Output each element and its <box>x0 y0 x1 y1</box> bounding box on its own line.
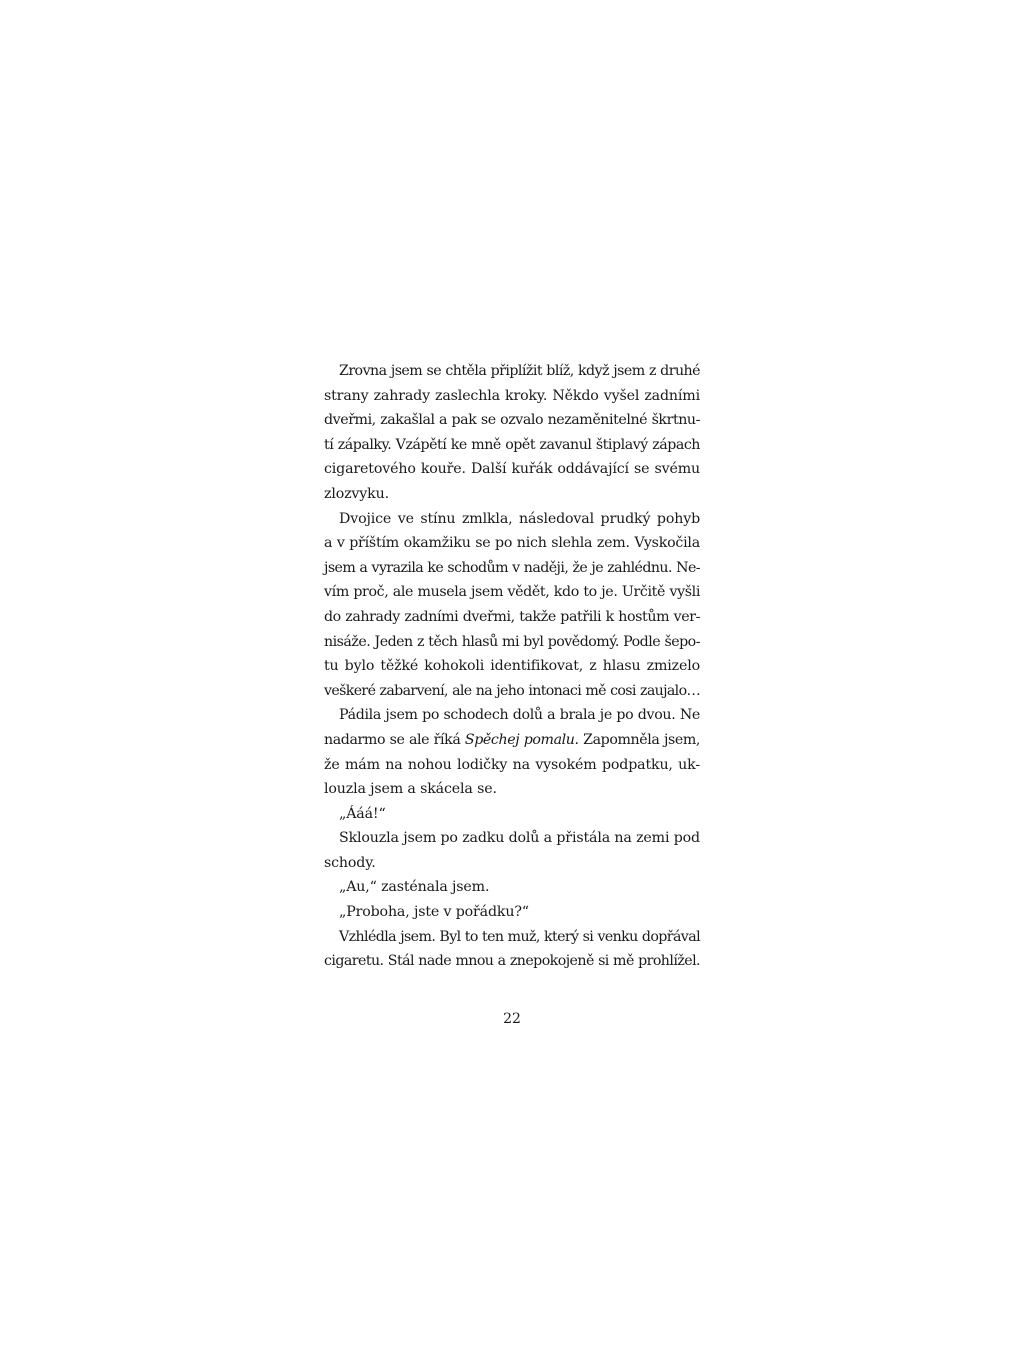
text-line: jsem a vyrazila ke schodům v naději, že je zahlédnu. Ne- <box>324 559 700 576</box>
text-line: dveřmi, zakašlal a pak se ozvalo nezaměnitelné škrtnu- <box>324 412 700 429</box>
text-line <box>324 728 700 753</box>
italic-phrase: Spěchej pomalu <box>464 731 575 748</box>
text-line: Sklouzla jsem po zadku dolů a přistála na zemi pod <box>339 830 700 847</box>
text-line: louzla jsem a skácela se. <box>324 781 497 798</box>
text-line: Pádila jsem po schodech dolů a brala je po dvou. Ne <box>339 707 700 724</box>
text-line: cigaretového kouře. Další kuřák oddávající se svému <box>324 461 700 478</box>
text-line: „Proboha, jste v pořádku?“ <box>339 904 529 921</box>
text-fragment: . Zapomněla jsem, <box>574 731 701 748</box>
body-text <box>324 359 700 974</box>
text-line: strany zahrady zaslechla kroky. Někdo vyšel zadními <box>324 387 700 404</box>
text-line: Zrovna jsem se chtěla připlížit blíž, když jsem z druhé <box>339 363 700 379</box>
text-line: schody. <box>324 854 376 871</box>
text-line: a v příštím okamžiku se po nich slehla zem. Vyskočila <box>324 535 700 552</box>
text-line: do zahrady zadními dveřmi, takže patřili k hostům ver- <box>324 608 700 625</box>
text-line: že mám na nohou lodičky na vysokém podpatku, uk- <box>324 756 700 773</box>
text-line: Vzhlédla jsem. Byl to ten muž, který si venku dopřával <box>339 928 700 945</box>
text-line: „Ááá!“ <box>339 805 386 822</box>
text-line: Dvojice ve stínu zmlkla, následoval prudký pohyb <box>339 510 700 527</box>
text-fragment: nadarmo se ale říká <box>324 731 465 748</box>
text-line: „Au,“ zasténala jsem. <box>339 879 490 896</box>
text-line: vím proč, ale musela jsem vědět, kdo to je. Určitě vyšli <box>324 584 700 601</box>
text-line: tí zápalky. Vzápětí ke mně opět zavanul štiplavý zápach <box>324 436 700 453</box>
text-line: tu bylo těžké kohokoli identifikovat, z hlasu zmizelo <box>324 658 700 675</box>
text-line: zlozvyku. <box>324 485 389 502</box>
text-line: cigaretu. Stál nade mnou a znepokojeně si mě prohlížel. <box>324 953 700 970</box>
page-number: 22 <box>503 1011 521 1027</box>
text-line: veškeré zabarvení, ale na jeho intonaci mě cosi zaujalo… <box>324 682 700 699</box>
text-line: nisáže. Jeden z těch hlasů mi byl povědomý. Podle šepo- <box>324 633 700 650</box>
